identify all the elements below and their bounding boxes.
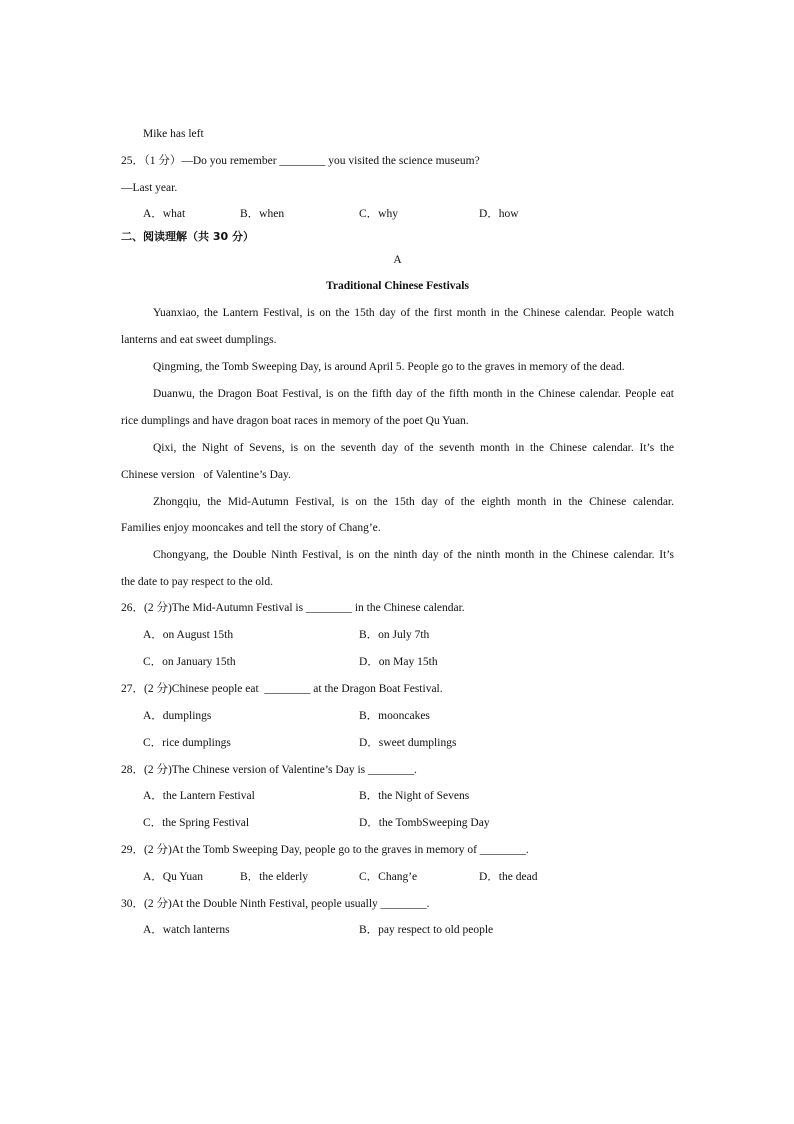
q29-option-b: B．the elderly	[240, 871, 309, 883]
q24-option-tail: Mike has left	[143, 128, 204, 140]
q27-stem: 27．(2 分)Chinese people eat ________ at the Dragon Boat Festival.	[121, 683, 443, 695]
q26-option-d: D．on May 15th	[359, 656, 438, 668]
paragraph-qingming-line1: Qingming, the Tomb Sweeping Day, is around April 5. People go to the graves in memory of the dead.	[153, 361, 625, 373]
q28-option-d: D．the TombSweeping Day	[359, 817, 490, 829]
q26-option-a: A．on August 15th	[143, 629, 234, 641]
q29-option-c: C．Chang’e	[359, 871, 418, 883]
section-heading: 二、阅读理解（共 30 分）	[121, 230, 254, 243]
paragraph-duanwu-line1: Duanwu, the Dragon Boat Festival, is on the fifth day of the fifth month in the Chinese calendar. People eat	[153, 388, 674, 400]
q26-option-b: B．on July 7th	[359, 629, 430, 641]
passage-label: A	[393, 254, 402, 266]
q25-option-a: A．what	[143, 208, 186, 220]
q30-stem: 30．(2 分)At the Double Ninth Festival, people usually ________.	[121, 898, 430, 910]
q30-option-b: B．pay respect to old people	[359, 924, 494, 936]
q28-stem: 28．(2 分)The Chinese version of Valentine’s Day is ________.	[121, 764, 417, 776]
paragraph-yuanxiao-line1: Yuanxiao, the Lantern Festival, is on the 15th day of the first month in the Chinese calendar. People watch	[153, 307, 674, 319]
q29-stem: 29．(2 分)At the Tomb Sweeping Day, people go to the graves in memory of ________.	[121, 844, 529, 856]
q26-option-c: C．on January 15th	[143, 656, 236, 668]
q28-option-b: B．the Night of Sevens	[359, 790, 470, 802]
q26-stem: 26．(2 分)The Mid-Autumn Festival is ________ in the Chinese calendar.	[121, 602, 465, 614]
paragraph-yuanxiao-line2: lanterns and eat sweet dumplings.	[121, 334, 277, 346]
paragraph-zhongqiu-line2: Families enjoy mooncakes and tell the story of Chang’e.	[121, 522, 381, 534]
paragraph-qixi-line2: Chinese version of Valentine’s Day.	[121, 469, 291, 481]
paragraph-duanwu-line2: rice dumplings and have dragon boat races in memory of the poet Qu Yuan.	[121, 415, 469, 427]
q28-option-c: C．the Spring Festival	[143, 817, 250, 829]
paragraph-chongyang-line2: the date to pay respect to the old.	[121, 576, 274, 588]
passage-title: Traditional Chinese Festivals	[326, 280, 469, 292]
q25-stem: 25．（1 分）—Do you remember ________ you visited the science museum?	[121, 155, 480, 167]
paragraph-chongyang-line1: Chongyang, the Double Ninth Festival, is on the ninth day of the ninth month in the Chinese calendar. It’s	[153, 549, 674, 561]
paragraph-zhongqiu-line1: Zhongqiu, the Mid-Autumn Festival, is on the 15th day of the eighth month in the Chinese calendar.	[153, 496, 674, 508]
q27-option-d: D．sweet dumplings	[359, 737, 457, 749]
q27-option-b: B．mooncakes	[359, 710, 430, 722]
q25-option-d: D．how	[479, 208, 519, 220]
q30-option-a: A．watch lanterns	[143, 924, 230, 936]
q27-option-c: C．rice dumplings	[143, 737, 231, 749]
q29-option-a: A．Qu Yuan	[143, 871, 203, 883]
q28-option-a: A．the Lantern Festival	[143, 790, 255, 802]
q25-option-c: C．why	[359, 208, 398, 220]
q27-option-a: A．dumplings	[143, 710, 212, 722]
paragraph-qixi-line1: Qixi, the Night of Sevens, is on the seventh day of the seventh month in the Chinese calendar. It’s the	[153, 442, 674, 454]
q25-answer-line: —Last year.	[121, 182, 178, 194]
q29-option-d: D．the dead	[479, 871, 538, 883]
q25-option-b: B．when	[240, 208, 285, 220]
